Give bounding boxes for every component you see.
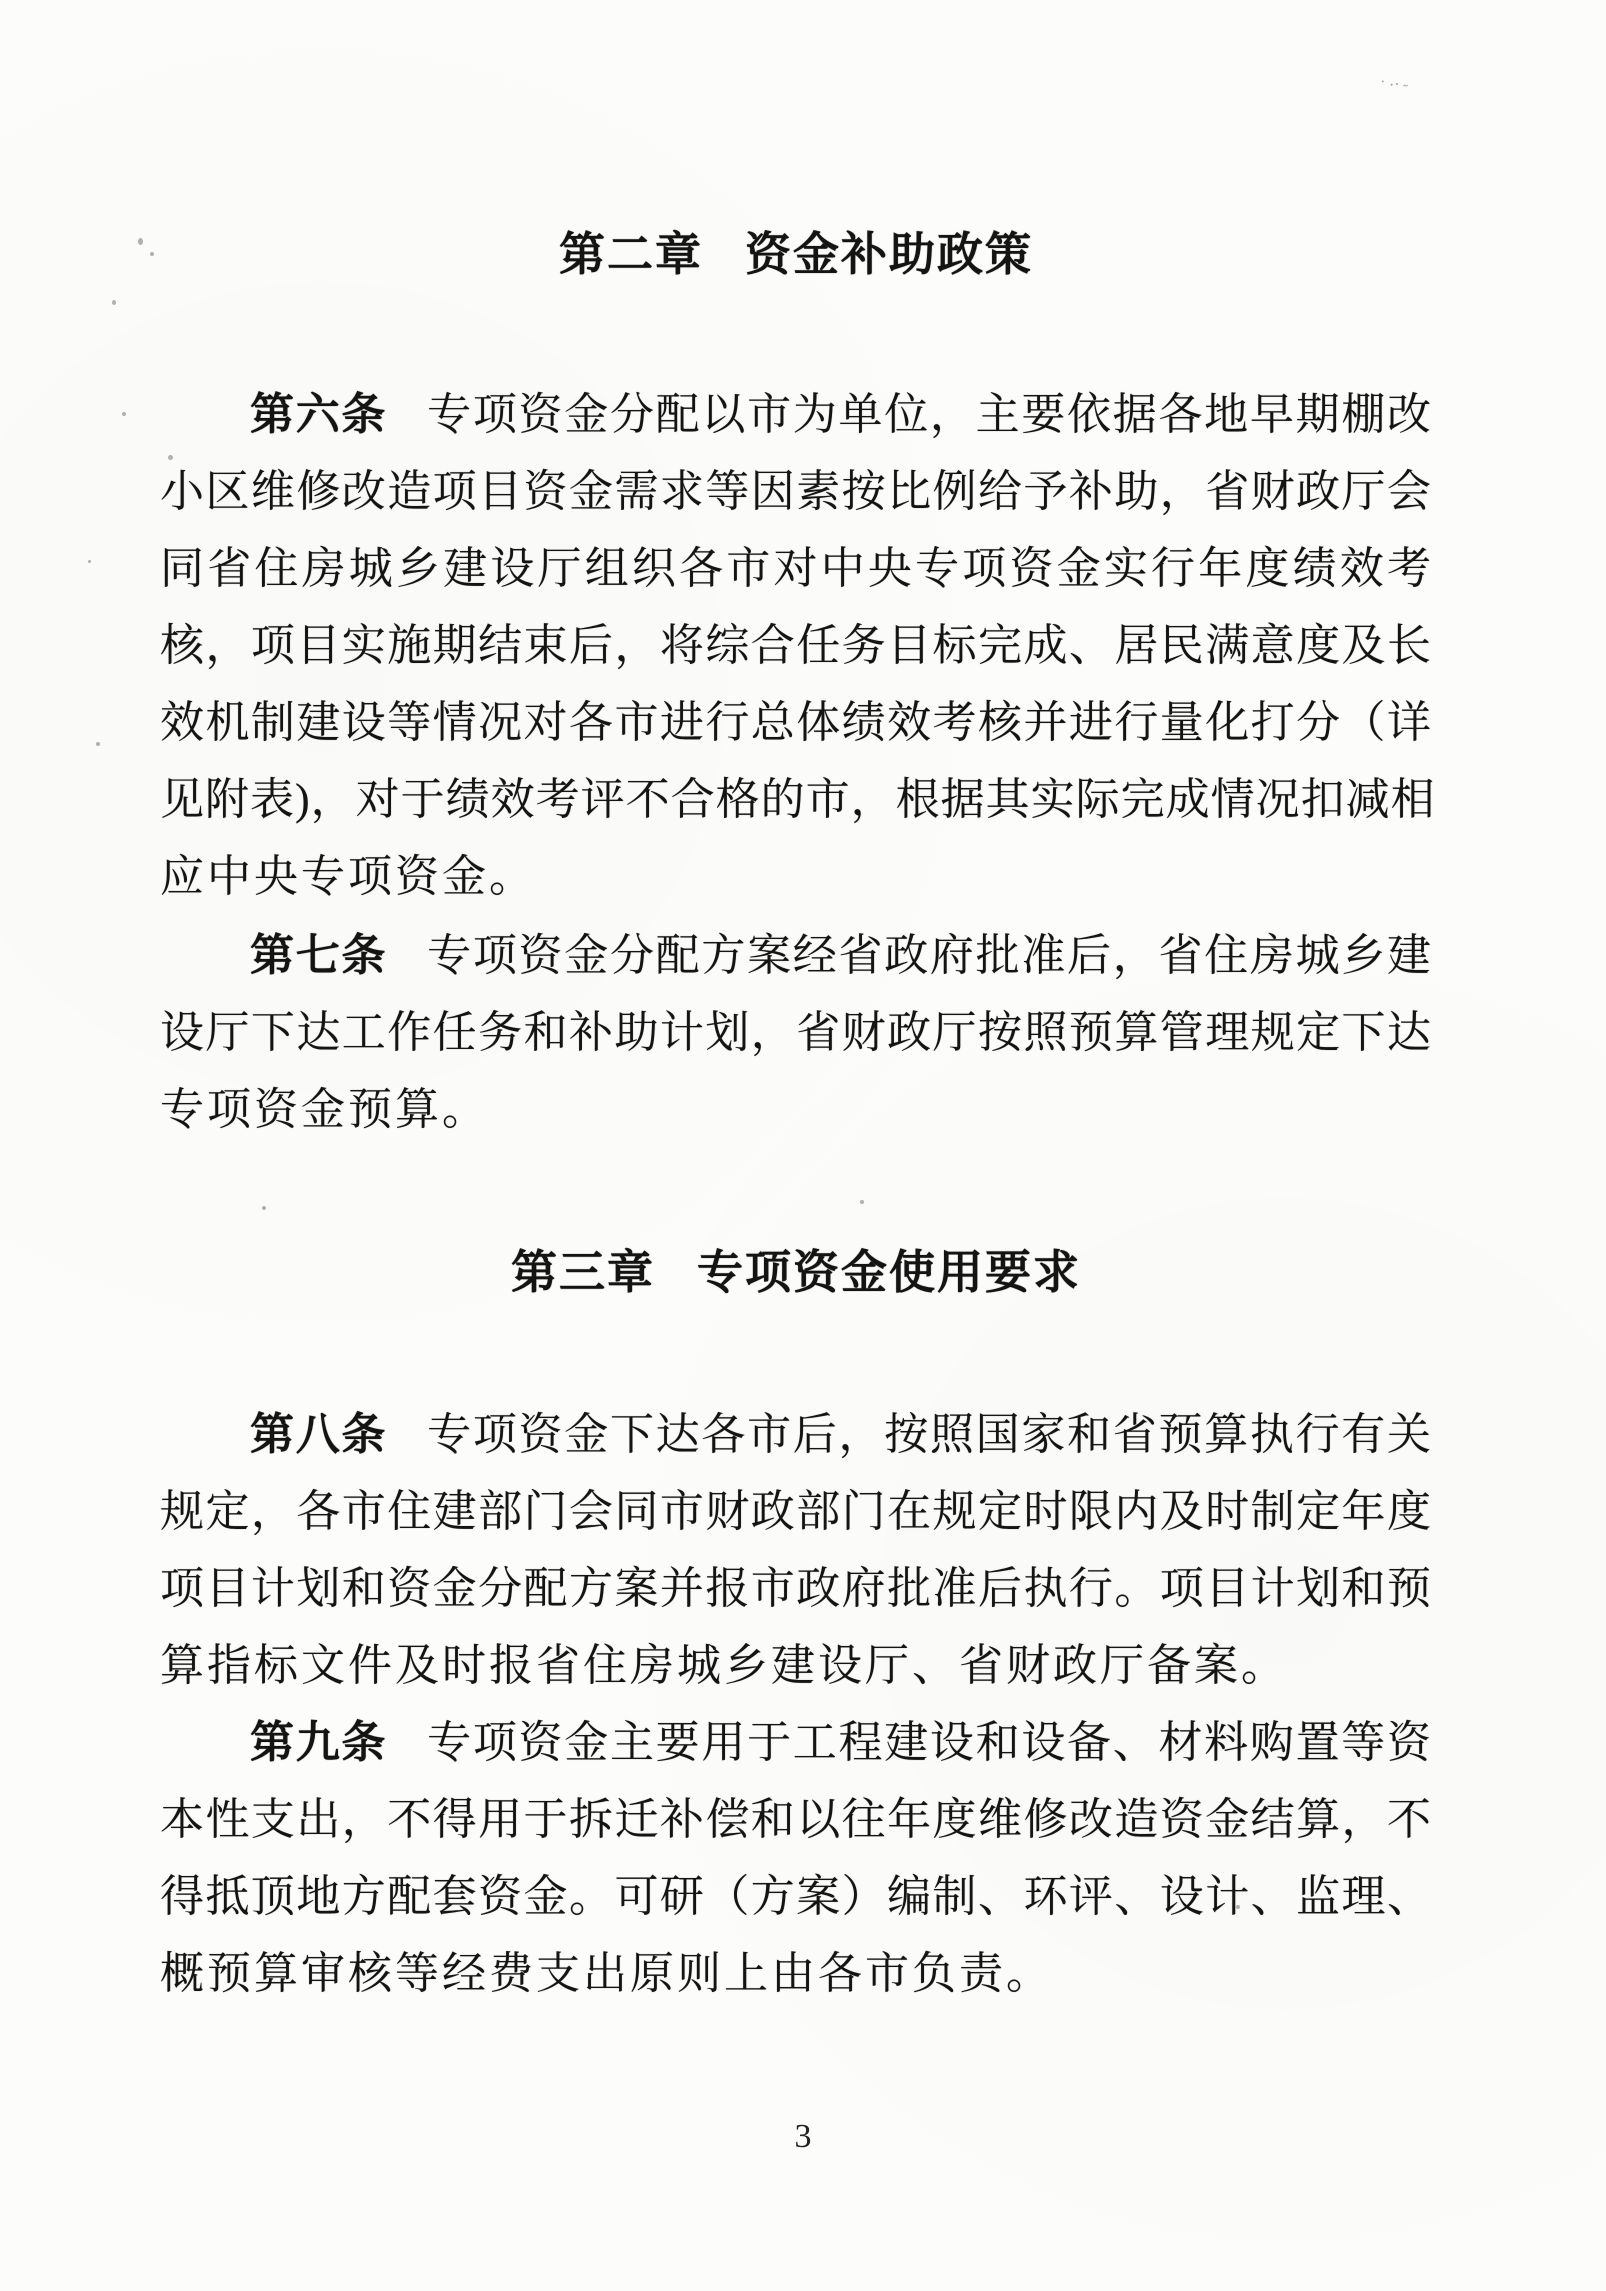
document-line	[160, 376, 1432, 453]
chapter3-title: 专项资金使用要求	[697, 1247, 1081, 1298]
article7-paragraph	[160, 917, 1432, 1148]
document-line: 规定，各市住建部门会同市财政部门在规定时限内及时制定年度	[160, 1487, 1432, 1536]
document-line: 专项资金预算。	[160, 1085, 489, 1134]
document-line	[160, 1704, 1432, 1781]
document-line: 项目计划和资金分配方案并报市政府批准后执行。项目计划和预	[160, 1564, 1432, 1613]
document-line	[160, 917, 1432, 994]
document-line: 效机制建设等情况对各市进行总体绩效考核并进行量化打分（详	[160, 698, 1432, 747]
document-line	[160, 1396, 1432, 1473]
document-line: 核，项目实施期结束后，将综合任务目标完成、居民满意度及长	[160, 621, 1432, 670]
scan-speck	[262, 1206, 266, 1210]
chapter2-number: 第二章	[559, 229, 703, 280]
document-line: 小区维修改造项目资金需求等因素按比例给予补助，省财政厅会	[160, 467, 1432, 516]
article8-number: 第八条	[250, 1410, 388, 1459]
article8-paragraph	[160, 1396, 1432, 1704]
scan-speck	[168, 455, 173, 460]
article6-paragraph	[160, 376, 1436, 915]
article9-first-line: 专项资金主要用于工程建设和设备、材料购置等资	[427, 1718, 1432, 1767]
article7-first-line: 专项资金分配方案经省政府批准后，省住房城乡建	[427, 931, 1432, 980]
document-line: 算指标文件及时报省住房城乡建设厅、省财政厅备案。	[160, 1641, 1288, 1690]
scan-speck	[150, 252, 154, 256]
document-line: 设厅下达工作任务和补助计划，省财政厅按照预算管理规定下达	[160, 1008, 1432, 1057]
article9-number: 第九条	[250, 1718, 388, 1767]
document-line: 概预算审核等经费支出原则上由各市负责。	[160, 1949, 1053, 1998]
document-line: 得抵顶地方配套资金。可研（方案）编制、环评、设计、监理、	[160, 1872, 1432, 1921]
scan-speck	[112, 300, 116, 305]
chapter3-number: 第三章	[511, 1247, 655, 1298]
document-line: 见附表)，对于绩效考评不合格的市，根据其实际完成情况扣减相	[160, 775, 1436, 824]
article8-first-line: 专项资金下达各市后，按照国家和省预算执行有关	[427, 1410, 1432, 1459]
scan-speck	[1236, 1905, 1240, 1909]
scan-speck	[138, 238, 143, 245]
page-number: 3	[794, 2118, 812, 2155]
chapter3-heading	[160, 1236, 1432, 1302]
document-line: 应中央专项资金。	[160, 852, 536, 901]
chapter2-heading	[160, 218, 1432, 284]
chapter2-title: 资金补助政策	[745, 229, 1033, 280]
document-line: 同省住房城乡建设厅组织各市对中央专项资金实行年度绩效考	[160, 544, 1432, 593]
scan-speck	[96, 742, 100, 746]
article6-number: 第六条	[250, 390, 388, 439]
document-line: 本性支出，不得用于拆迁补偿和以往年度维修改造资金结算，不	[160, 1795, 1432, 1844]
article7-number: 第七条	[250, 931, 388, 980]
scan-speck	[88, 560, 91, 563]
article9-paragraph	[160, 1704, 1432, 2012]
scan-speck	[122, 412, 126, 416]
scan-speck	[860, 1200, 864, 1204]
scan-smudge: ·‥˷	[1379, 69, 1412, 92]
article6-first-line: 专项资金分配以市为单位，主要依据各地早期棚改	[427, 390, 1432, 439]
